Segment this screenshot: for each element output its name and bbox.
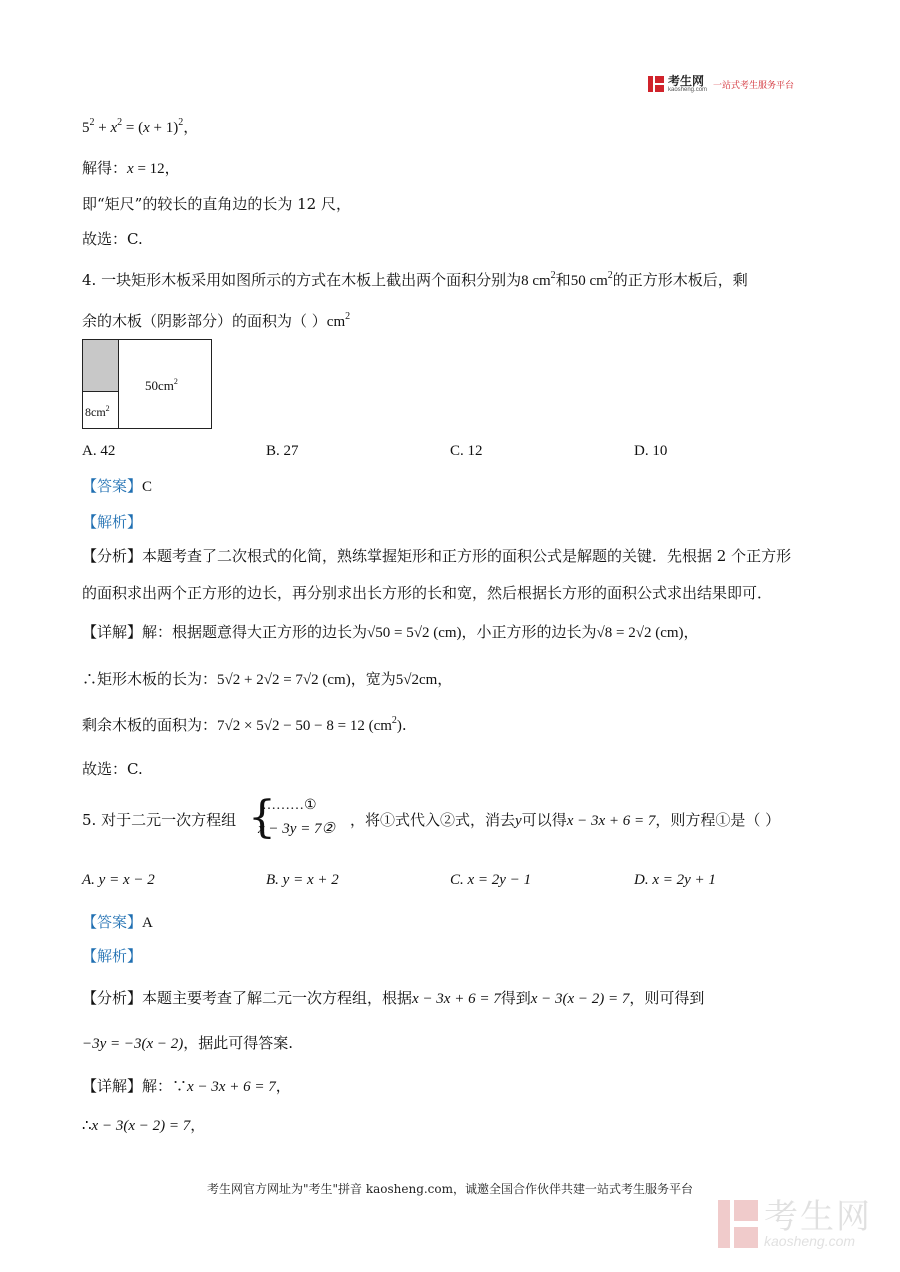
header-logo [648, 74, 794, 94]
logo-name: 考生网 [668, 74, 705, 88]
q5-stem-suffix: ，将①式代入②式，消去y可以得x − 3x + 6 = 7，则方程①是（ ） [350, 811, 781, 829]
q4-answer: 【答案】C [82, 477, 153, 495]
q3-solve: 解得：x = 12， [82, 159, 180, 177]
q4-choose: 故选：C. [82, 760, 143, 778]
q4-analysis-tag: 【解析】 [82, 513, 143, 531]
q4-option-b: B. 27 [266, 443, 299, 459]
q5-stem-prefix: 5. 对于二元一次方程组 [82, 811, 237, 829]
q5-equation-system: { ………① x − 3y = 7② [248, 792, 336, 843]
q4-detail-line1: 【详解】解：根据题意得大正方形的边长为√50 = 5√2 (cm)，小正方形的边长为√8 = 2√2 (cm)， [82, 623, 699, 641]
q5-detail-line2: ∴x − 3(x − 2) = 7， [82, 1116, 206, 1134]
watermark-name: 考生网 [764, 1197, 872, 1237]
shaded-region [82, 339, 119, 392]
q4-figure [82, 339, 212, 429]
q5-option-b: B. y = x + 2 [266, 872, 339, 888]
q5-analysis-line1: 【分析】本题主要考查了解二元一次方程组，根据x − 3x + 6 = 7得到x − 3(x − 2) = 7，则可得到 [82, 989, 705, 1007]
q5-option-a: A. y = x − 2 [82, 872, 155, 888]
q4-analysis-line2: 的面积求出两个正方形的边长，再分别求出长方形的长和宽，然后根据长方形的面积公式求出结果即可． [82, 584, 773, 602]
q5-answer: 【答案】A [82, 913, 153, 931]
q5-option-d: D. x = 2y + 1 [634, 872, 716, 888]
q4-detail-line3: 剩余木板的面积为：7√2 × 5√2 − 50 − 8 = 12 $(cm^2)$. [82, 715, 407, 734]
system-row-2: x − 3y = 7② [258, 821, 336, 837]
q3-equation: $5^2 + x^2 = (x + 1)^2$， [82, 117, 199, 136]
q4-analysis-line1: 【分析】本题考查了二次根式的化简，熟练掌握矩形和正方形的面积公式是解题的关键．先根据 2 个正方形 [82, 547, 792, 565]
kaosheng-logo-icon [648, 76, 664, 92]
watermark [718, 1197, 872, 1249]
q4-stem-line1: 4. 一块矩形木板采用如图所示的方式在木板上截出两个面积分别为8 $cm^2$和50 $cm^2$的正方形木板后，剩 [82, 270, 748, 289]
q4-option-d: D. 10 [634, 443, 668, 459]
q4-detail-line2: ∴矩形木板的长为：5√2 + 2√2 = 7√2 (cm)，宽为5√2cm， [82, 670, 453, 688]
watermark-logo-icon [718, 1200, 758, 1248]
logo-domain: kaosheng.com [668, 87, 708, 93]
q5-detail-line1: 【详解】解：∵x − 3x + 6 = 7， [82, 1077, 291, 1095]
q5-analysis-line2: −3y = −3(x − 2)，据此可得答案. [82, 1034, 294, 1052]
small-square: $8cm^2$ [82, 391, 119, 429]
q4-stem-line2: 余的木板（阴影部分）的面积为（ ）$cm^2$ [82, 311, 351, 330]
q4-option-a: A. 42 [82, 443, 116, 459]
watermark-domain: kaosheng.com [764, 1233, 856, 1249]
q5-analysis-tag: 【解析】 [82, 947, 143, 965]
q3-conclusion: 即“矩尺”的较长的直角边的长为 12 尺， [82, 195, 351, 213]
header-slogan: 一站式考生服务平台 [713, 80, 795, 91]
q3-choose: 故选：C. [82, 230, 143, 248]
q4-option-c: C. 12 [450, 443, 483, 459]
system-row-1: ………① [262, 798, 317, 813]
page-footer: 考生网官方网址为"考生"拼音 kaosheng.com，诚邀全国合作伙伴共建一站式考生服务平台 [206, 1182, 694, 1196]
large-square: $50cm^2$ [118, 339, 212, 429]
q5-option-c: C. x = 2y − 1 [450, 872, 532, 888]
